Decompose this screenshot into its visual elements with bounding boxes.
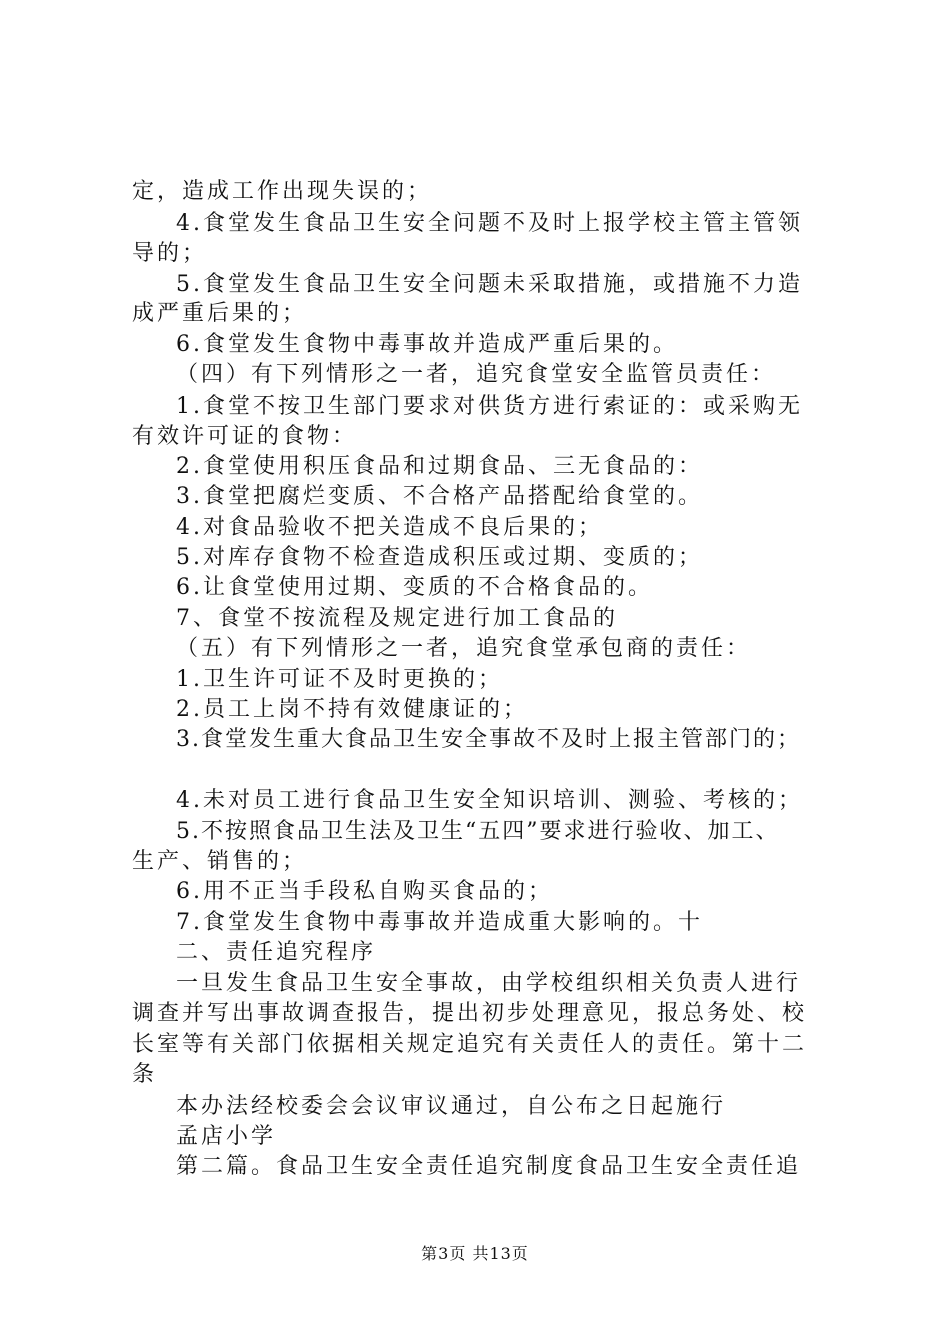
body-text-line: 3.食堂把腐烂变质、不合格产品搭配给食堂的。 [176,484,703,509]
body-text-line: 5.食堂发生食品卫生安全问题未采取措施，或措施不力造 [176,272,803,297]
body-text-line: 成严重后果的； [132,301,308,326]
body-text-line: 条 [132,1062,158,1087]
body-text-line: 6.让食堂使用过期、变质的不合格食品的。 [176,575,653,600]
body-text-line: 5.对库存食物不检查造成积压或过期、变质的； [176,545,703,570]
body-text-line: 定，造成工作出现失误的； [132,179,433,204]
body-text-line: 生产、销售的； [132,849,308,874]
body-text-line: 4.食堂发生食品卫生安全问题不及时上报学校主管主管领 [176,211,803,236]
page-footer: 第3页 共13页 [421,1244,529,1263]
body-text-line: 6.食堂发生食物中毒事故并造成严重后果的。 [176,332,678,357]
body-text-line: 3.食堂发生重大食品卫生安全事故不及时上报主管部门的； [176,727,801,752]
section-heading: （五）有下列情形之一者，追究食堂承包商的责任： [176,636,752,661]
section-heading: 二、责任追究程序 [176,940,377,965]
section-heading: （四）有下列情形之一者，追究食堂安全监管员责任： [176,362,777,387]
body-text-line: 2.员工上岗不持有效健康证的； [176,697,528,722]
signature-text: 孟店小学 [176,1124,277,1149]
body-text-line: 1.卫生许可证不及时更换的； [176,667,503,692]
body-text-line: 6.用不正当手段私自购买食品的； [176,879,553,904]
body-text-line: 本办法经校委会会议审议通过，自公布之日起施行 [176,1094,727,1119]
body-text-line: 7.食堂发生食物中毒事故并造成重大影响的。十 [176,910,703,935]
body-text-line: 有效许可证的食物： [132,424,358,449]
body-text-line: 4.对食品验收不把关造成不良后果的； [176,515,603,540]
body-text-line: 第二篇。食品卫生安全责任追究制度食品卫生安全责任追 [176,1154,802,1179]
body-text-line: 2.食堂使用积压食品和过期食品、三无食品的： [176,454,703,479]
body-text-line: 5.不按照食品卫生法及卫生“五四”要求进行验收、加工、 [176,819,780,844]
body-text-line: 1.食堂不按卫生部门要求对供货方进行索证的：或采购无 [176,394,803,419]
body-text-line: 导的； [132,241,208,266]
body-text-line: 调查并写出事故调查报告，提出初步处理意见，报总务处、校 [132,1001,808,1026]
body-text-line: 一旦发生食品卫生安全事故，由学校组织相关负责人进行 [176,971,802,996]
body-text-line: 长室等有关部门依据相关规定追究有关责任人的责任。第十二 [132,1032,808,1057]
body-text-line: 7、食堂不按流程及规定进行加工食品的 [176,606,618,631]
body-text-line: 4.未对员工进行食品卫生安全知识培训、测验、考核的； [176,788,803,813]
